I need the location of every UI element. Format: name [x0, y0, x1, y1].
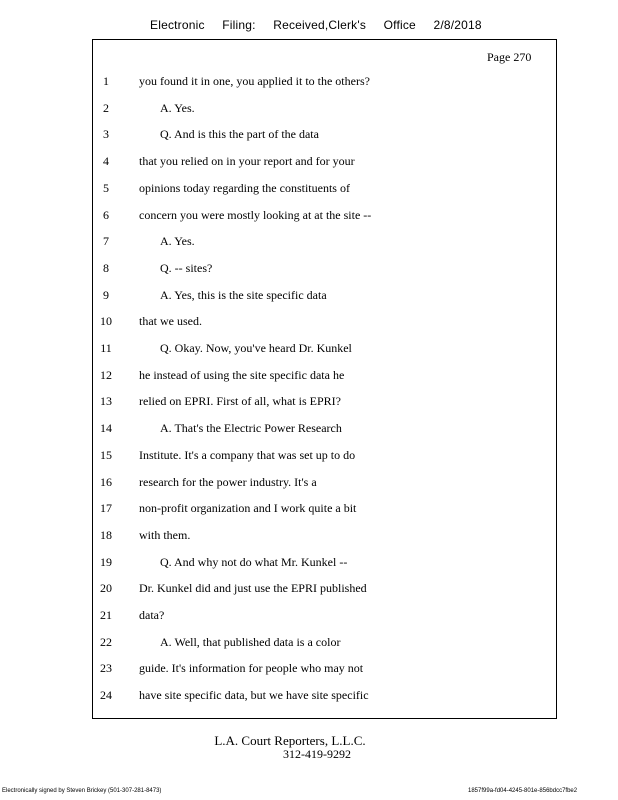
line-text: opinions today regarding the constituents of — [139, 180, 350, 195]
line-text: you found it in one, you applied it to the others? — [139, 74, 370, 88]
line-text: research for the power industry. It's a — [139, 474, 317, 489]
line-number: 15 — [100, 447, 112, 462]
line-number: 4 — [103, 154, 109, 169]
stamp-part: Filing: — [222, 18, 256, 32]
line-text: non-profit organization and I work quite a bit — [139, 501, 357, 516]
line-number: 7 — [103, 234, 109, 249]
line-number: 5 — [103, 180, 109, 195]
stamp-part: Received,Clerk's — [273, 18, 367, 32]
line-text: A. Yes. — [160, 100, 195, 115]
line-text: guide. It's information for people who may not — [139, 661, 364, 676]
line-number: 10 — [100, 314, 112, 329]
line-number: 20 — [100, 581, 112, 596]
document-hash: 1857f99a-fd04-4245-801e-856bdcc7fbe2 — [468, 788, 578, 794]
line-number: 8 — [103, 260, 109, 275]
electronic-signature: Electronically signed by Steven Brickey (501-307-281-8473) — [2, 788, 162, 794]
line-text: Q. -- sites? — [160, 260, 213, 275]
line-text: A. Yes, this is the site specific data — [160, 287, 327, 302]
line-text: with them. — [139, 527, 191, 542]
line-number: 6 — [103, 207, 109, 222]
line-number: 2 — [103, 100, 109, 115]
line-text: data? — [139, 608, 165, 622]
filing-stamp — [150, 18, 496, 32]
line-number: 9 — [103, 287, 109, 302]
line-text: concern you were mostly looking at at the site -- — [139, 207, 372, 222]
line-number: 14 — [100, 421, 112, 436]
line-text: Dr. Kunkel did and just use the EPRI published — [139, 581, 367, 596]
line-number: 16 — [100, 474, 112, 489]
line-number: 11 — [100, 341, 112, 355]
line-number: 21 — [100, 608, 112, 622]
line-text: that you relied on in your report and for your — [139, 154, 355, 169]
line-text: A. Well, that published data is a color — [160, 634, 341, 649]
line-number: 22 — [100, 634, 112, 649]
reporter-company: L.A. Court Reporters, L.L.C. — [214, 733, 366, 748]
line-number: 18 — [100, 527, 112, 542]
line-number: 3 — [103, 127, 109, 142]
line-text: A. That's the Electric Power Research — [160, 421, 342, 436]
line-number: 1 — [103, 74, 109, 88]
line-text: Q. Okay. Now, you've heard Dr. Kunkel — [160, 341, 352, 355]
line-text: have site specific data, but we have site specific — [139, 688, 369, 703]
stamp-part: Office — [383, 18, 416, 32]
page-label: Page 270 — [487, 50, 532, 64]
line-number: 17 — [100, 501, 112, 516]
stamp-part: 2/8/2018 — [433, 18, 482, 32]
line-number: 24 — [100, 688, 112, 703]
line-text: that we used. — [139, 314, 202, 329]
line-text: Q. And is this the part of the data — [160, 127, 319, 142]
line-text: Institute. It's a company that was set up to do — [139, 447, 356, 462]
line-text: A. Yes. — [160, 234, 195, 249]
line-number: 13 — [100, 394, 112, 409]
line-text: Q. And why not do what Mr. Kunkel -- — [160, 554, 348, 569]
reporter-phone: 312-419-9292 — [283, 747, 351, 761]
line-text: he instead of using the site specific data he — [139, 367, 345, 382]
line-text: relied on EPRI. First of all, what is EPRI? — [139, 394, 341, 409]
line-number: 23 — [100, 661, 112, 676]
stamp-part: Electronic — [150, 18, 205, 32]
line-number: 12 — [100, 367, 112, 382]
line-number: 19 — [100, 554, 112, 569]
